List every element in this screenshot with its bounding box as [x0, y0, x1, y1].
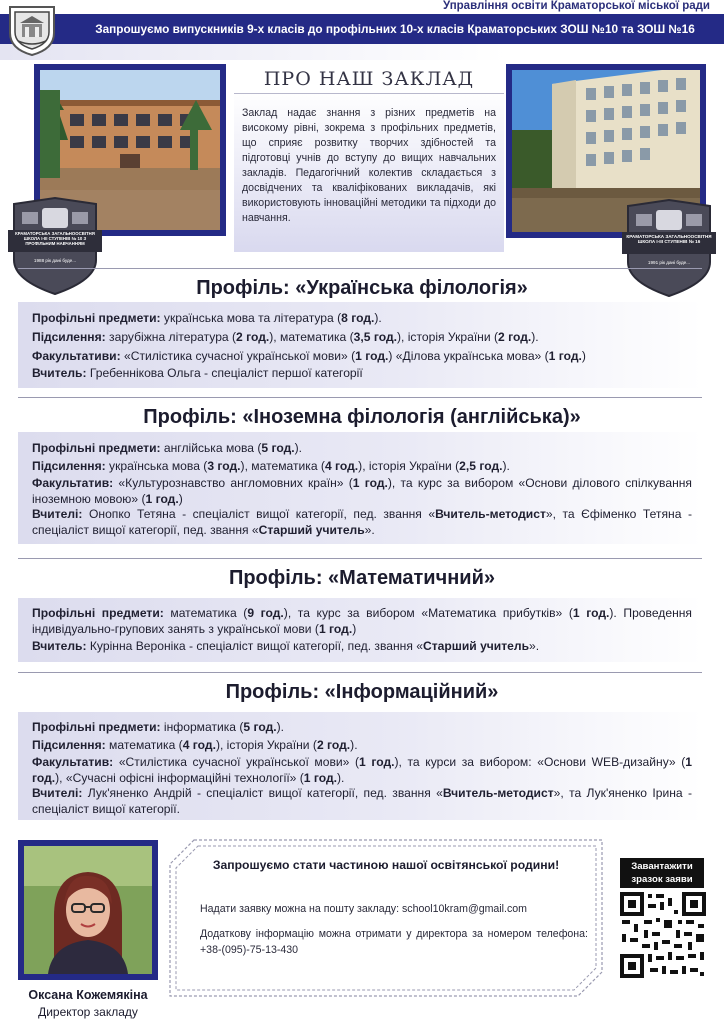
profile-line-label: Факультатив:: [32, 476, 114, 490]
profile-line-emphasis: 1 год.: [572, 606, 610, 620]
profile-line-label: Факультативи:: [32, 349, 121, 363]
director-portrait-image: [24, 846, 152, 974]
profile-line-emphasis: 2 год.: [236, 330, 270, 344]
profile-2-panel: [18, 432, 702, 544]
profile-line: Профільні предмети: англійська мова (5 год.).: [32, 441, 303, 455]
profile-line-emphasis: 1 год.: [145, 492, 179, 506]
profile-line: Профільні предмети: математика (9 год.), та курс за вибором «Математика прибутків» (1 год.). Проведення індивідуально-групових занять з української мови (1 год.): [32, 606, 692, 636]
profile-line-label: Підсилення:: [32, 738, 106, 752]
director-photo: [18, 840, 158, 980]
profile-line: Підсилення: українська мова (3 год.), математика (4 год.), історія України (2,5 год.).: [32, 459, 510, 473]
about-panel: [234, 64, 504, 252]
profile-line-label: Профільні предмети:: [32, 720, 161, 734]
profile-line-emphasis: 1 год.: [359, 755, 395, 769]
profile-line-emphasis: 4 год.: [324, 459, 359, 473]
profile-line: Підсилення: математика (4 год.), історія України (2 год.).: [32, 738, 358, 752]
profile-line: Факультатив: «Культурознавство англомовних країн» (1 год.), та курс за вибором «Основи ділового спілкування іноземною мовою» (1 год.): [32, 476, 692, 506]
school-16-badge-name: КРАМАТОРСЬКА ЗАГАЛЬНООСВІТНЯ ШКОЛА І-ІІІ СТУПЕНІВ № 16: [626, 234, 712, 245]
profile-line: Профільні предмети: українська мова та література (8 год.).: [32, 311, 382, 325]
school-16-badge-year: 1991 рік дані буде...: [647, 260, 691, 265]
profile-line-label: Вчителі:: [32, 786, 83, 800]
profile-line-label: Профільні предмети:: [32, 606, 164, 620]
profile-1-title: Профіль: «Українська філологія»: [196, 277, 528, 299]
about-title: ПРО НАШ ЗАКЛАД: [234, 64, 504, 94]
profile-line-emphasis: 3,5 год.: [353, 330, 397, 344]
profile-divider: [18, 397, 702, 398]
profile-line-emphasis: 1 год.: [303, 771, 338, 785]
profile-line-emphasis: 1 год.: [352, 476, 388, 490]
school-10-badge-name: КРАМАТОРСЬКА ЗАГАЛЬНООСВІТНЯ ШКОЛА І-ІІІ СТУПЕНІВ № 10 З ПРОФІЛЬНИМ НАВЧАННЯМ: [15, 231, 95, 246]
profile-line-label: Профільні предмети:: [32, 441, 161, 455]
city-emblem-icon: [6, 3, 58, 57]
profile-4-panel: [18, 712, 702, 820]
director-role: Директор закладу: [38, 1005, 138, 1019]
profile-line-label: Підсилення:: [32, 330, 106, 344]
profile-line-emphasis: Вчитель-методист: [435, 507, 546, 521]
profile-3-panel: [18, 598, 702, 662]
profile-line-emphasis: Старший учитель: [258, 523, 365, 537]
profile-line-emphasis: 2 год.: [316, 738, 351, 752]
qr-code-icon[interactable]: [618, 890, 708, 980]
profile-line-label: Факультатив:: [32, 755, 114, 769]
profile-line-emphasis: 8 год.: [341, 311, 375, 325]
profile-line-emphasis: 3 год.: [207, 459, 241, 473]
profile-line-emphasis: 5 год.: [261, 441, 295, 455]
invite-phone-line: Додаткову інформацію можна отримати у директора за номером телефона: +38-(095)-75-13-430: [200, 928, 588, 956]
header-title: Запрошуємо випускників 9-х класів до профільних 10-х класів Краматорських ЗОШ №10 та ЗОШ №16: [95, 22, 695, 36]
profile-line: Факультатив: «Стилістика сучасної української мови» (1 год.), та курси за вибором: «Основи WEB-дизайну» (1 год.), «Сучасні офісні інформаційні технології» (1 год.).: [32, 755, 692, 785]
profile-line-emphasis: 4 год.: [182, 738, 216, 752]
header-band-fade: [0, 44, 724, 60]
download-application-label[interactable]: Завантажити зразок заяви: [620, 858, 704, 888]
profile-line-emphasis: 2,5 год.: [459, 459, 503, 473]
profile-line-label: Вчитель:: [32, 366, 87, 380]
profile-line-label: Вчитель:: [32, 639, 87, 653]
profile-line-emphasis: 1 год.: [32, 755, 692, 785]
profile-line-emphasis: 5 год.: [243, 720, 277, 734]
profile-divider: [18, 268, 702, 269]
profile-line-label: Профільні предмети:: [32, 311, 161, 325]
invite-title: Запрошуємо стати частиною нашої освітянської родини!: [212, 858, 560, 872]
profile-line-emphasis: 1 год.: [355, 349, 389, 363]
director-name: Оксана Кожемякіна: [28, 988, 148, 1002]
profile-line-emphasis: 1 год.: [318, 622, 353, 636]
about-text: Заклад надає знання з різних предметів на високому рівні, зокрема з профільних предметів, що сприяє розвитку творчих здібностей та підготовці учнів до вступу до вищих навчальних закладів. Педагогічний колектив складається з досвідчених та кваліфікованих викладачів, які використовують інноваційні методики та підходи до навчання.: [242, 107, 496, 224]
profile-line-emphasis: 1 год.: [548, 349, 582, 363]
profile-line-emphasis: Вчитель-методист: [442, 786, 554, 800]
profile-3-title: Профіль: «Математичний»: [228, 567, 496, 589]
profile-line-emphasis: 9 год.: [247, 606, 284, 620]
profile-line: Вчитель: Гребеннікова Ольга - спеціаліст першої категорії: [32, 366, 363, 380]
profile-2-title: Профіль: «Іноземна філологія (англійська)»: [143, 406, 581, 428]
profile-line-emphasis: 2 год.: [498, 330, 532, 344]
profile-line: Підсилення: зарубіжна література (2 год.), математика (3,5 год.), історія України (2 год.).: [32, 330, 539, 344]
profile-line: Вчитель: Курінна Вероніка - спеціаліст вищої категорії, пед. звання «Старший учитель».: [32, 639, 540, 653]
profile-divider: [18, 672, 702, 673]
profile-line-label: Вчителі:: [32, 507, 83, 521]
profile-line-emphasis: Старший учитель: [422, 639, 530, 653]
profile-line: Вчителі: Онопко Тетяна - спеціаліст вищої категорії, пед. звання «Вчитель-методист», та Єфіменко Тетяна - спеціаліст вищої категорії, пед. звання «Старший учитель».: [32, 507, 692, 537]
profile-4-title: Профіль: «Інформаційний»: [225, 681, 499, 703]
invite-email-line: Надати заявку можна на пошту закладу: school10kram@gmail.com: [200, 903, 527, 915]
authority-name: Управління освіти Краматорської міської ради: [443, 0, 710, 12]
profile-line-label: Підсилення:: [32, 459, 106, 473]
profile-line: Факультативи: «Стилістика сучасної української мови» (1 год.) «Ділова українська мова» (1 год.): [32, 349, 586, 363]
profile-divider: [18, 558, 702, 559]
profile-line: Профільні предмети: інформатика (5 год.).: [32, 720, 285, 734]
profile-1-panel: [18, 302, 702, 388]
profile-line: Вчителі: Лук'яненко Андрій - спеціаліст вищої категорії, пед. звання «Вчитель-методист», та Лук'яненко Ірина - спеціаліст вищої категорії.: [32, 786, 692, 816]
school-10-badge-year: 1988 рік дані буде...: [33, 258, 77, 263]
